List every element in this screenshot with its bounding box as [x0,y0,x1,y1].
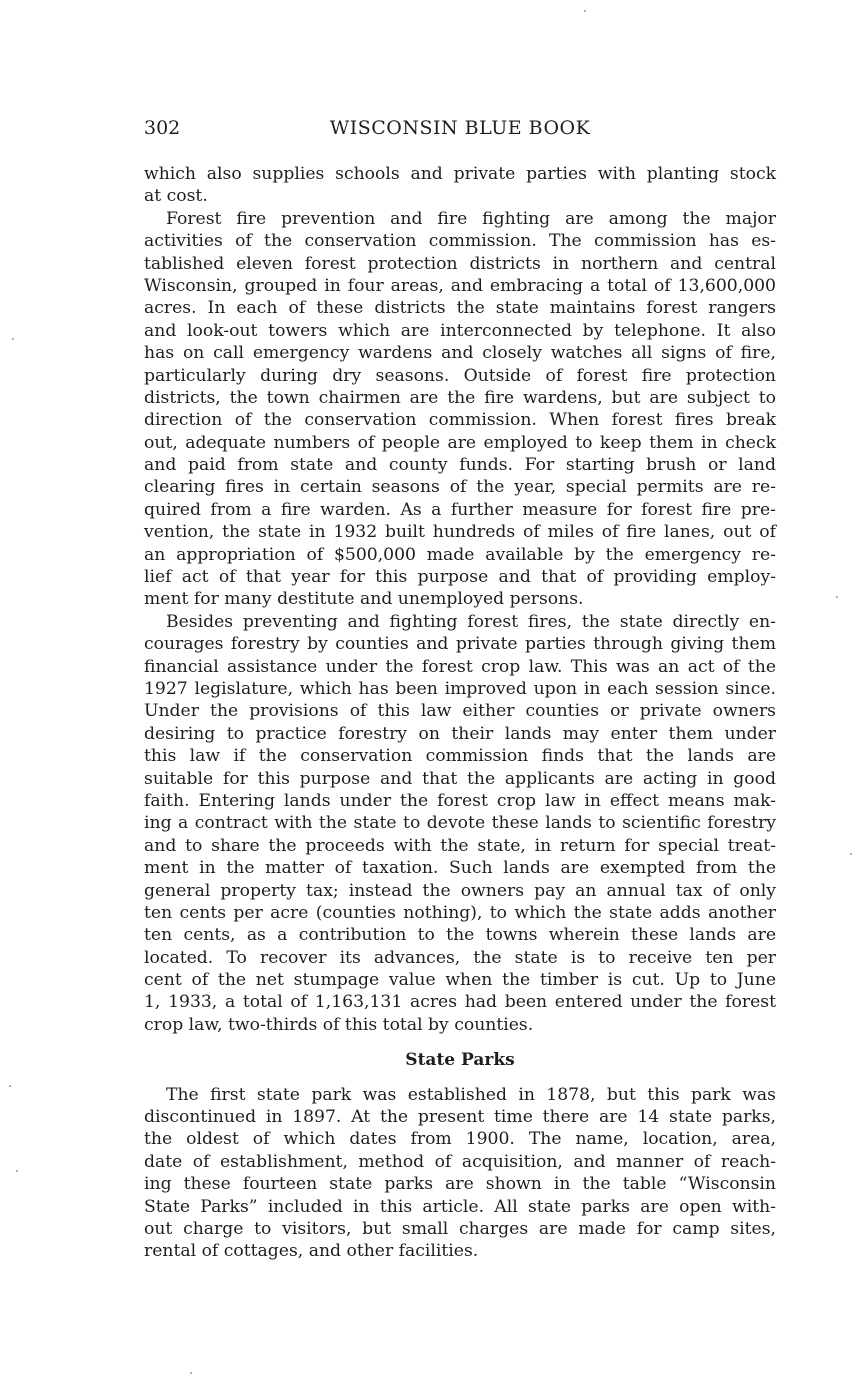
text-line: suitable for this purpose and that the applicants are acting in good [144,768,776,789]
page-header [144,114,776,142]
text-line: lief act of that year for this purpose and that of providing employ- [144,567,776,588]
text-line: faith. Entering lands under the forest crop law in effect means mak- [144,790,776,811]
text-line: State Parks” included in this article. All state parks are open with- [144,1196,776,1217]
text-line: out, adequate numbers of people are employed to keep them in check [144,432,776,453]
text-line: ment for many destitute and unemployed persons. [144,589,584,610]
text-line: cent of the net stumpage value when the timber is cut. Up to June [144,970,776,991]
text-line: desiring to practice forestry on their lands may enter them under [144,723,776,744]
text-line: date of establishment, method of acquisition, and manner of reach- [144,1151,776,1172]
page-number: 302 [144,117,181,139]
text-line: ing these fourteen state parks are shown in the table “Wisconsin [144,1174,776,1195]
text-line: ment in the matter of taxation. Such lands are exempted from the [144,858,776,879]
text-line: and to share the proceeds with the state, in return for special treat- [144,835,776,856]
text-line: districts, the town chairmen are the fire wardens, but are subject to [144,387,776,408]
text-line: general property tax; instead the owners pay an annual tax of only [144,880,776,901]
text-line: acres. In each of these districts the state maintains forest rangers [144,298,776,319]
text-line: which also supplies schools and private parties with planting stock [144,164,776,184]
text-line: particularly during dry seasons. Outside of forest fire protection [144,365,776,386]
text-line: ten cents per acre (counties nothing), to which the state adds another [144,902,776,923]
scan-speck [190,1372,192,1374]
text-line: Under the provisions of this law either counties or private owners [144,701,776,722]
text-line: this law if the conservation commission finds that the lands are [144,746,776,767]
text-line: has on call emergency wardens and closely watches all signs of fire, [144,343,776,364]
scan-speck [12,338,14,340]
text-line: ing a contract with the state to devote these lands to scientific forestry [144,813,776,834]
scan-speck [836,596,838,598]
text-line: an appropriation of $500,000 made available by the emergency re- [144,544,776,565]
text-line: 1927 legislature, which has been improved upon in each session since. [144,678,776,699]
running-title: WISCONSIN BLUE BOOK [329,117,591,139]
text-line: clearing fires in certain seasons of the year, special permits are re- [144,477,776,498]
text-line: and paid from state and county funds. For starting brush or land [144,455,776,476]
text-line: quired from a fire warden. As a further measure for forest fire pre- [144,499,776,520]
scan-speck [9,1085,11,1087]
main-text [144,163,776,1036]
text-line: financial assistance under the forest crop law. This was an act of the [144,656,776,677]
section-heading-state-parks: State Parks [405,1050,515,1071]
text-line: tablished eleven forest protection districts in northern and central [144,253,776,274]
text-line: located. To recover its advances, the state is to receive ten per [144,947,776,968]
text-line: the oldest of which dates from 1900. The name, location, area, [144,1129,776,1150]
text-line: rental of cottages, and other facilities. [144,1241,479,1262]
text-line: Wisconsin, grouped in four areas, and embracing a total of 13,600,000 [144,275,776,296]
state-parks-text [144,1084,776,1263]
text-line: discontinued in 1897. At the present time there are 14 state parks, [144,1107,776,1128]
paragraph [144,208,776,611]
text-line: activities of the conservation commission. The commission has es- [144,231,776,252]
text-line: courages forestry by counties and private parties through giving them [144,634,776,655]
paragraph [144,611,776,1036]
text-line: Forest fire prevention and fire fighting are among the major [166,208,776,229]
text-line: and look-out towers which are interconnected by telephone. It also [144,320,776,341]
text-line: ten cents, as a contribution to the towns wherein these lands are [144,925,776,946]
paragraph [144,1084,776,1263]
text-line: vention, the state in 1932 built hundreds of miles of fire lanes, out of [144,522,776,543]
scan-speck [850,853,852,855]
scan-speck [584,10,586,12]
text-line: out charge to visitors, but small charges are made for camp sites, [144,1218,776,1239]
text-line: 1, 1933, a total of 1,163,131 acres had been entered under the forest [144,992,776,1013]
text-line: crop law, two-thirds of this total by counties. [144,1014,534,1035]
text-line: at cost. [144,186,208,207]
scan-speck [16,1170,18,1172]
text-line: The first state park was established in 1878, but this park was [166,1084,776,1105]
text-line: Besides preventing and fighting forest fires, the state directly en- [166,611,776,632]
paragraph [144,163,776,208]
body-text [144,163,776,1263]
text-line: direction of the conservation commission. When forest fires break [144,410,776,431]
